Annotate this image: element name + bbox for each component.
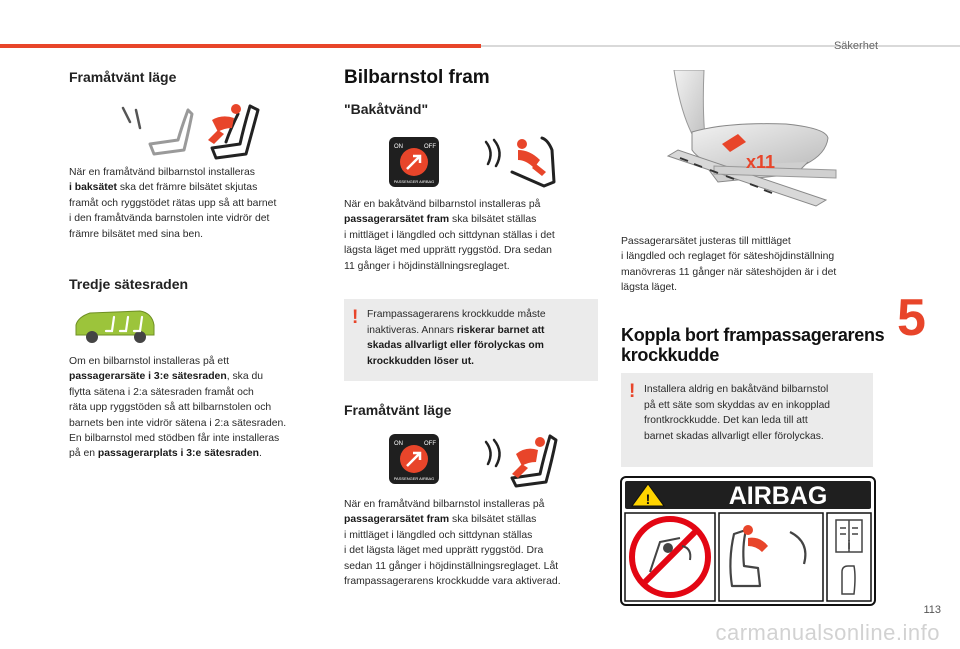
forward-facing-seat-icon <box>482 432 560 488</box>
switch-on-label-2: ON <box>394 441 403 447</box>
seat-spacing-illustration <box>118 100 268 160</box>
warning-icon: ! <box>352 307 359 328</box>
forward-heading-left: Framåtvänt läge <box>69 69 177 85</box>
airbag-label-title: AIRBAG <box>728 482 828 510</box>
switch-caption-2: PASSENGER AIRBAG <box>393 476 435 481</box>
warning-text: Frampassagerarens krockkudde måste inaktiveras. Annars riskerar barnet att skadas allvarligt eller förolyckas om krockkudden löser ut. <box>367 309 546 367</box>
switch-caption: PASSENGER AIRBAG <box>393 179 435 184</box>
svg-text:!: ! <box>645 491 651 507</box>
section-name: Säkerhet <box>833 40 878 52</box>
switch-off-label: OFF <box>424 144 436 150</box>
airbag-deactivate-warning <box>344 299 598 381</box>
airbag-installation-warning <box>621 373 873 467</box>
disconnect-airbag-heading-line1: Koppla bort frampassagerarens <box>621 325 885 345</box>
forward-heading-middle: Framåtvänt läge <box>344 402 452 418</box>
watermark: carmanualsonline.info <box>715 620 940 645</box>
airbag-switch-off-icon <box>389 137 439 187</box>
airbag-warning-label <box>620 476 876 606</box>
rear-facing-seat-icon <box>482 130 560 192</box>
warning-icon: ! <box>629 381 636 402</box>
seat-adjustment-illustration <box>666 70 840 220</box>
svg-text:i: i <box>847 538 851 552</box>
switch-off-label-2: OFF <box>424 441 436 447</box>
page-number: 113 <box>923 604 941 616</box>
forward-text-left: När en framåtvänd bilbarnstol installeras i baksätet ska det främre bilsätet skjutas framåt och ryggstödet rätas upp så att barnet i den framåtvända barnstolen inte vidrör det främre bilsätet med sina ben. <box>69 167 277 240</box>
front-seat-heading: Bilbarnstol fram <box>344 67 490 88</box>
forward-text-middle: När en framåtvänd bilbarnstol installeras på passagerarsätet fram ska bilsätet ställas i mittläget i längdled och sittdynan ställas i det lägsta läget med upprätt ryggstöd. Dra sedan 11 gånger i höjdinställningsreglaget. Låt frampassagerarens krockkudde vara aktiverad. <box>344 499 561 588</box>
seat-adjust-count: x11 <box>746 152 776 172</box>
switch-on-label: ON <box>394 144 403 150</box>
chapter-number: 5 <box>897 289 926 347</box>
header-accent-rule <box>0 44 481 48</box>
airbag-switch-on-icon <box>389 434 439 484</box>
seat-adjustment-text: Passagerarsätet justeras till mittläget i längdled och reglaget för säteshöjdinställning manövreras 11 gånger när säteshöjden är i det lägsta läget. <box>621 236 837 294</box>
third-row-heading: Tredje sätesraden <box>69 276 189 292</box>
car-third-row-icon <box>70 305 160 347</box>
third-row-text: Om en bilbarnstol installeras på ett passagerarsäte i 3:e sätesraden, ska du flytta sätena i 2:a sätesraden framåt och räta upp ryggstöden så att bilbarnstolen och barnets ben inte vidrör sätena i 2:a sätesraden. En bilbarnstol med stödben får inte installeras på en passagerarplats i 3:e sätesraden. <box>69 356 287 460</box>
header-rule <box>481 45 960 47</box>
warning-text: Installera aldrig en bakåtvänd bilbarnstol på ett säte som skyddas av en inkopplad frontkrockkudde. Det kan leda till att barnet skadas allvarligt eller förolyckas. <box>644 384 831 442</box>
rear-facing-text: När en bakåtvänd bilbarnstol installeras på passagerarsätet fram ska bilsätet ställas i mittläget i längdled och sittdynan ställas i det lägsta läget med upprätt ryggstöd. Dra sedan 11 gånger i höjdinställningsreglaget. <box>344 199 555 272</box>
disconnect-airbag-heading-line2: krockkudde <box>621 345 720 365</box>
rear-facing-heading: "Bakåtvänd" <box>344 101 429 117</box>
